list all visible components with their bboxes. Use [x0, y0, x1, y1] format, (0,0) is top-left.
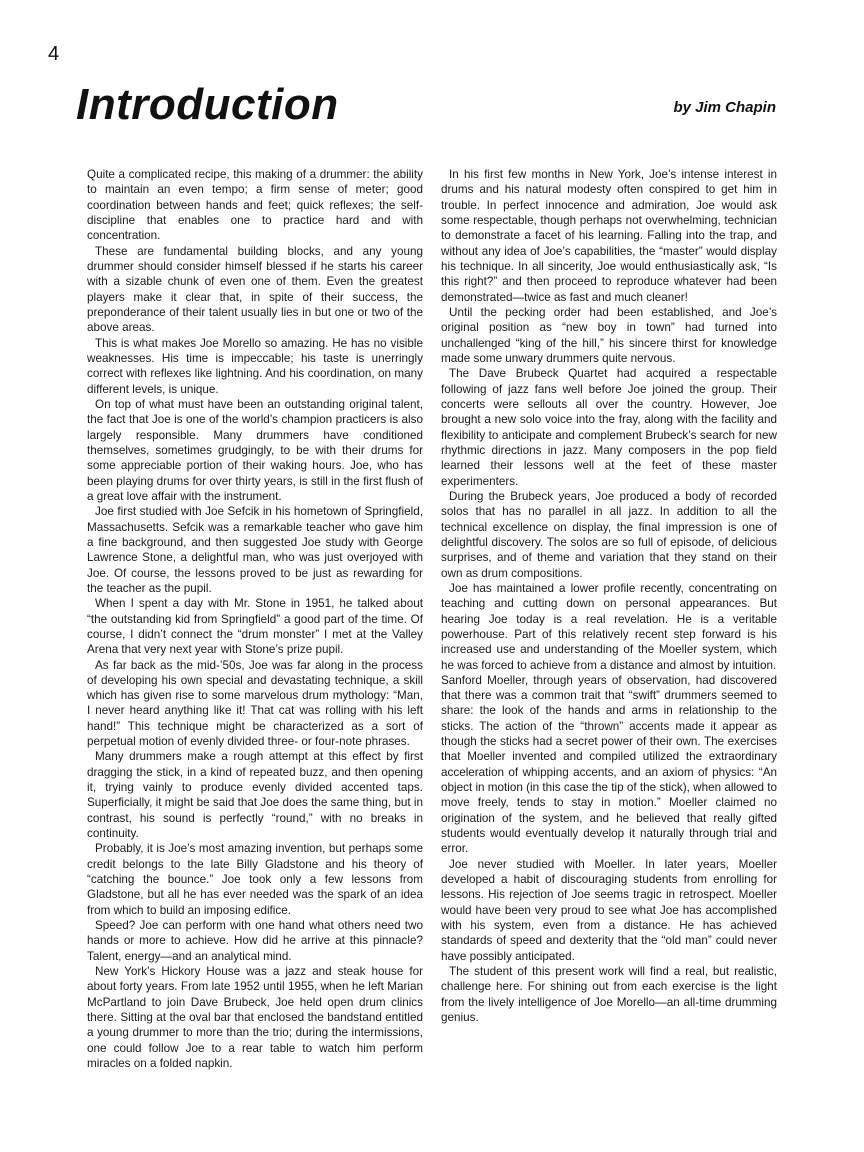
page-title: Introduction [76, 80, 339, 129]
paragraph: This is what makes Joe Morello so amazing. He has no visible weaknesses. His time is impeccable; his taste is unerringly correct with reflexes like lightning. And his coordination, on many different levels, is unique. [87, 336, 423, 396]
left-text-column [87, 167, 423, 1071]
paragraph: Joe has maintained a lower profile recently, concentrating on teaching and cutting down on personal appearances. But hearing Joe today is a real revelation. He is a veritable powerhouse. Part of this relatively recent step forward is his increased use and understanding of the Moeller system, which he was forced to achieve from a distance and almost by intuition. [441, 581, 777, 672]
paragraph: On top of what must have been an outstanding original talent, the fact that Joe is one of the world’s champion practicers is also largely responsible. Many drummers have conditioned themselves, sometimes grudgingly, to be with their drums for some appreciable portion of their waking hours. Joe, who has been playing drums for over thirty years, is still in the first flush of a great love affair with the instrument. [87, 397, 423, 503]
paragraph: When I spent a day with Mr. Stone in 1951, he talked about “the outstanding kid from Springfield” a good part of the time. Of course, I didn’t connect the “drum monster” I met at the Valley Arena that very next year with Stone’s prize pupil. [87, 597, 423, 657]
paragraph: Many drummers make a rough attempt at this effect by first dragging the stick, in a kind of repeated buzz, and then opening it, trying vainly to produce evenly divided accented taps. Superficially, it might be said that Joe does the same thing, but in contrast, his sound is perfectly “round,” with no breaks in continuity. [87, 750, 423, 841]
paragraph: The Dave Brubeck Quartet had acquired a respectable following of jazz fans well before Joe joined the group. Their concerts were sellouts all over the country. However, Joe brought a new solo voice into the fray, along with the facility and flexibility to anticipate and complement Brubeck’s search for new rhythmic directions in jazz. Many composers in the pop field learned their lessons well at the feet of these master experimenters. [441, 367, 777, 488]
paragraph: The student of this present work will find a real, but realistic, challenge here. For shining out from each exercise is the light from the lively intelligence of Joe Morello—an all-time drumming genius. [441, 965, 777, 1025]
paragraph: New York’s Hickory House was a jazz and steak house for about forty years. From late 1952 until 1955, when he left Marian McPartland to join Dave Brubeck, Joe held open drum clinics there. Sitting at the oval bar that enclosed the bandstand entitled a young drummer to more than the trio; during the intermissions, one could follow Joe to a rear table to watch him perform miracles on a folded napkin. [87, 965, 423, 1071]
paragraph: As far back as the mid-’50s, Joe was far along in the process of developing his own special and devastating technique, a skill which has given rise to some marvelous drum mythology: “Man, I never heard anything like it! That cat was rolling with his left hand!” This technique might be characterized as a sort of perpetual motion of evenly divided three- or four-note phrases. [87, 658, 423, 749]
paragraph: These are fundamental building blocks, and any young drummer should consider himself blessed if he starts his career with a sizable chunk of even one of them. Even the greatest players make it clear that, in spite of their success, the preponderance of their talent usually lies in but one or two of the above areas. [87, 244, 423, 335]
paragraph: Sanford Moeller, through years of observation, had discovered that there was a common trait that “swift” drummers seemed to share: the look of the hands and arms in relationship to the sticks. The action of the “thrown” accents made it appear as though the sticks had a secret power of their own. The exercises that Moeller invented and compiled utilized the extraordinary acceleration of whipping accents, and an axiom of physics: “An object in motion (in this case the tip of the stick), when allowed to move freely, tends to stay in motion.” Moeller claimed no origination of the system, and he believed that really gifted students would eventually develop it naturally through trial and error. [441, 673, 777, 856]
paragraph: Probably, it is Joe’s most amazing invention, but perhaps some credit belongs to the late Billy Gladstone and his theory of “catching the bounce.” Joe took only a few lessons from Gladstone, but all he has ever needed was the spark of an idea from which to build an imposing edifice. [87, 842, 423, 917]
paragraph: Until the pecking order had been established, and Joe’s original position as “new boy in town” had turned into unchallenged “king of the hill,” his sincere thirst for knowledge made some unwary drummers quite nervous. [441, 305, 777, 365]
page-number: 4 [48, 43, 60, 65]
paragraph: Quite a complicated recipe, this making of a drummer: the ability to maintain an even tempo; a firm sense of meter; good coordination between hands and feet; quick reflexes; the self-discipline that enables one to practice hard and with concentration. [87, 168, 423, 243]
paragraph: During the Brubeck years, Joe produced a body of recorded solos that has no parallel in all jazz. In addition to all the technical excellence on display, the final impression is one of delightful discovery. The solos are so full of episode, of delicious surprises, and of theme and variation that they stand on their own as drum compositions. [441, 489, 777, 580]
paragraph: Joe never studied with Moeller. In later years, Moeller developed a habit of discouraging students from enrolling for lessons. His rejection of Joe seems tragic in retrospect. Moeller would have been very proud to see what Joe has accomplished with his system, even from a distance. He has achieved standards of speed and dexterity that the “old man” could never have possibly anticipated. [441, 857, 777, 963]
paragraph: Joe first studied with Joe Sefcik in his hometown of Springfield, Massachusetts. Sefcik was a remarkable teacher who gave him a fine background, and then suggested Joe study with George Lawrence Stone, a delightful man, who was just overjoyed with Joe. Of course, the lessons proved to be just as rewarding for the teacher as the pupil. [87, 505, 423, 595]
paragraph: Speed? Joe can perform with one hand what others need two hands or more to achieve. How did he arrive at this pinnacle? Talent, energy—and an analytical mind. [87, 919, 423, 963]
paragraph: In his first few months in New York, Joe’s intense interest in drums and his natural modesty often conspired to get him in trouble. In perfect innocence and admiration, Joe would ask some respectable, though perhaps not overwhelming, technician to demonstrate a facet of his learning. Falling into the trap, and without any idea of Joe’s capabilities, the “master” would display his technique. In all sincerity, Joe would enthusiastically ask, “Is this right?” and then proceed to reproduce whatever had been demonstrated—twice as fast and much cleaner! [441, 168, 777, 304]
right-text-column [441, 167, 777, 1025]
author-byline: by Jim Chapin [673, 99, 776, 116]
